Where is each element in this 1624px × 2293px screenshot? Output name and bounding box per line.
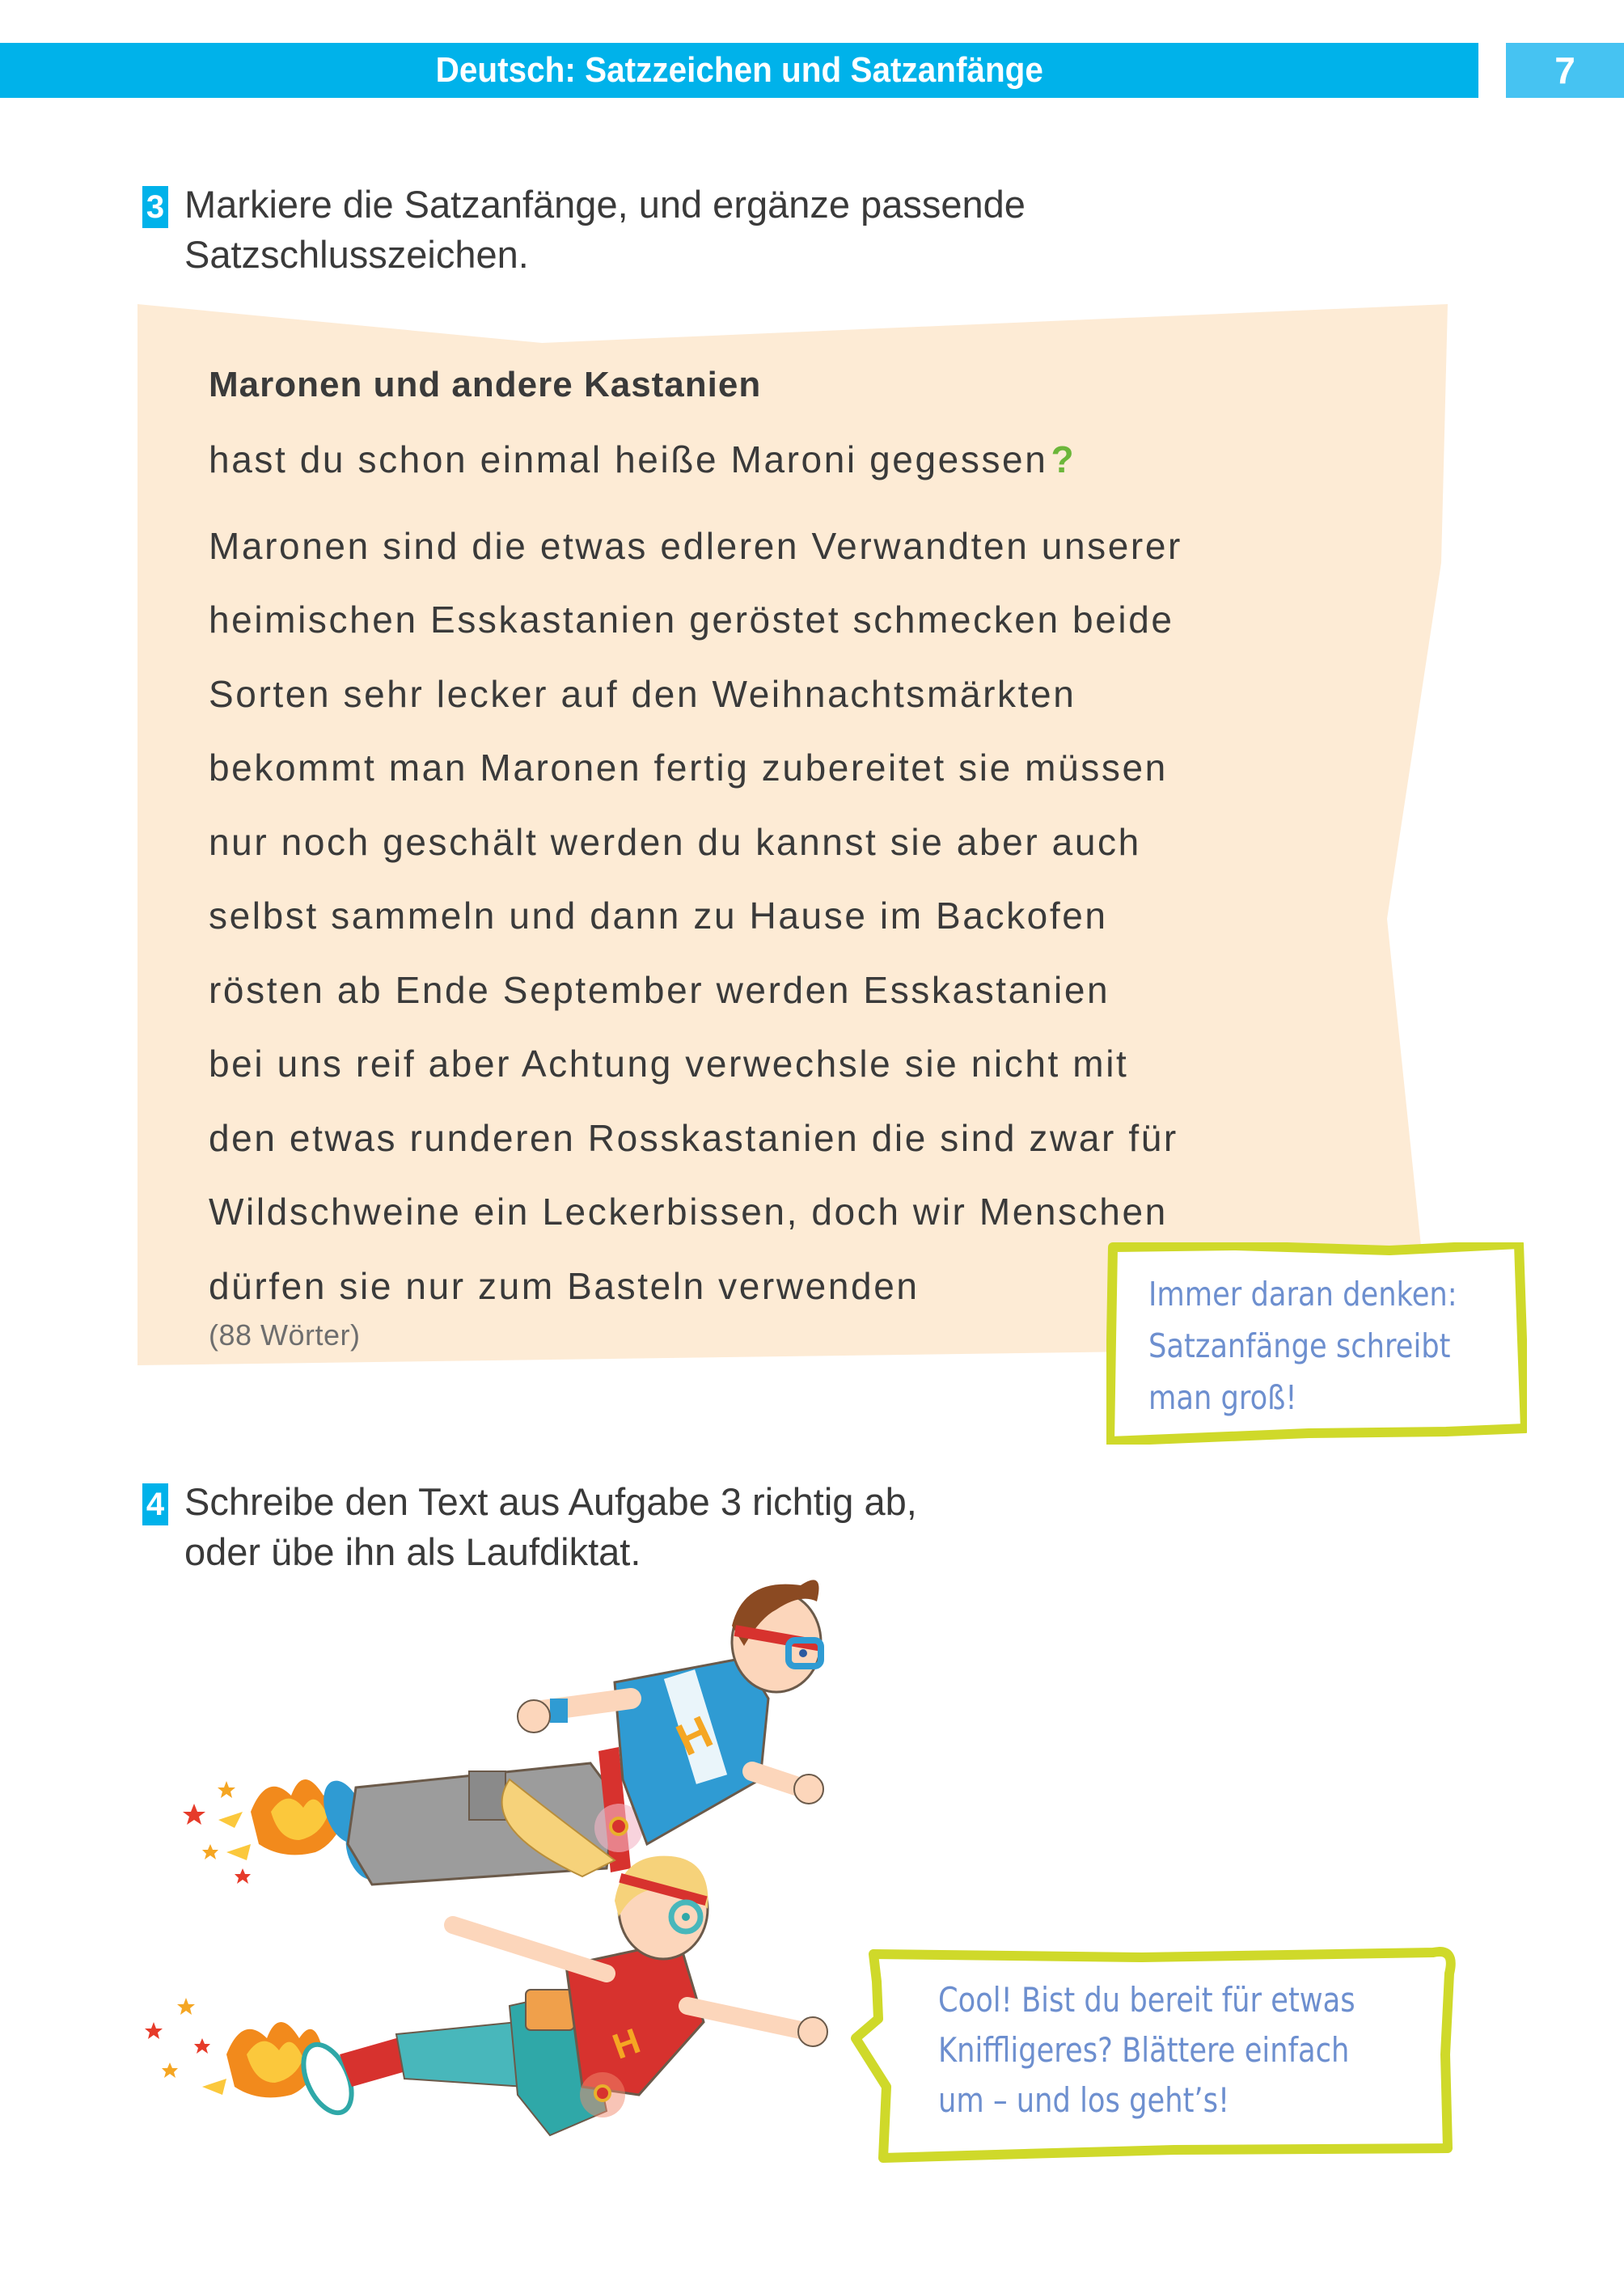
page-number-box	[1506, 43, 1624, 98]
text-lines	[209, 435, 1381, 1323]
header-bar	[0, 43, 1478, 98]
text-title: Maronen und andere Kastanien	[209, 365, 762, 404]
text-line[interactable]: Wildschweine ein Leckerbissen, doch wir Menschen	[209, 1191, 1168, 1233]
task-instruction-line: oder übe ihn als Laufdiktat.	[184, 1530, 641, 1573]
text-line[interactable]: Maronen sind die etwas edleren Verwandten unserer	[209, 524, 1182, 567]
page-number: 7	[1554, 49, 1575, 91]
text-line[interactable]: nur noch geschält werden du kannst sie aber auch	[209, 820, 1141, 863]
word-count: (88 Wörter)	[209, 1318, 361, 1352]
question-mark-answer: ?	[1051, 438, 1076, 480]
task-instruction-line: Markiere die Satzanfänge, und ergänze passende	[184, 183, 1026, 226]
text-line-first[interactable]	[209, 435, 1381, 484]
task-number-badge: 3	[142, 186, 168, 228]
svg-text:H: H	[668, 1705, 720, 1766]
speech-line: Cool! Bist du bereit für etwas	[938, 1980, 1355, 2020]
text-line[interactable]: heimischen Esskastanien geröstet schmecken beide	[209, 599, 1174, 641]
speech-bubble	[851, 1941, 1465, 2168]
text-line[interactable]: bekommt man Maronen fertig zubereitet sie müssen	[209, 747, 1168, 789]
text-line[interactable]: Sorten sehr lecker auf den Weihnachtsmärkten	[209, 672, 1076, 715]
highlighted-sentence-start: h	[209, 435, 231, 484]
hint-text	[1148, 1268, 1469, 1424]
hint-box	[1106, 1242, 1527, 1445]
task-instruction	[184, 180, 1026, 280]
text-line[interactable]: dürfen sie nur zum Basteln verwenden	[209, 1264, 920, 1307]
task-instruction	[184, 1477, 917, 1577]
hint-line: Immer daran denken:	[1148, 1275, 1457, 1314]
speech-line: um – und los geht’s!	[938, 2080, 1230, 2120]
task-3	[142, 180, 1026, 280]
text-line-rest: ast du schon einmal heiße Maroni gegessen	[231, 438, 1048, 480]
girl-rocket-flames	[145, 1998, 324, 2097]
speech-line: Kniffligeres? Blättere einfach	[938, 2030, 1350, 2070]
task-number-badge: 4	[142, 1483, 168, 1525]
card-content	[209, 361, 1381, 1352]
task-instruction-line: Satzschlusszeichen.	[184, 233, 529, 276]
text-line[interactable]: bei uns reif aber Achtung verwechsle sie nicht mit	[209, 1043, 1129, 1085]
hint-line: Satzanfänge schreibt	[1148, 1326, 1451, 1365]
text-line[interactable]: selbst sammeln und dann zu Hause im Backofen	[209, 895, 1108, 937]
speech-text	[938, 1975, 1414, 2126]
exercise-text-card	[137, 304, 1448, 1388]
page-title: Deutsch: Satzzeichen und Satzanfänge	[435, 50, 1043, 90]
task-4	[142, 1477, 917, 1577]
svg-text:H: H	[607, 2020, 645, 2067]
text-line[interactable]: den etwas runderen Rosskastanien die sind zwar für	[209, 1116, 1178, 1159]
text-line[interactable]: rösten ab Ende September werden Esskastanien	[209, 968, 1110, 1011]
task-instruction-line: Schreibe den Text aus Aufgabe 3 richtig ab,	[184, 1480, 917, 1523]
hint-line: man groß!	[1148, 1378, 1297, 1417]
boy-rocket-flames	[183, 1779, 348, 1884]
